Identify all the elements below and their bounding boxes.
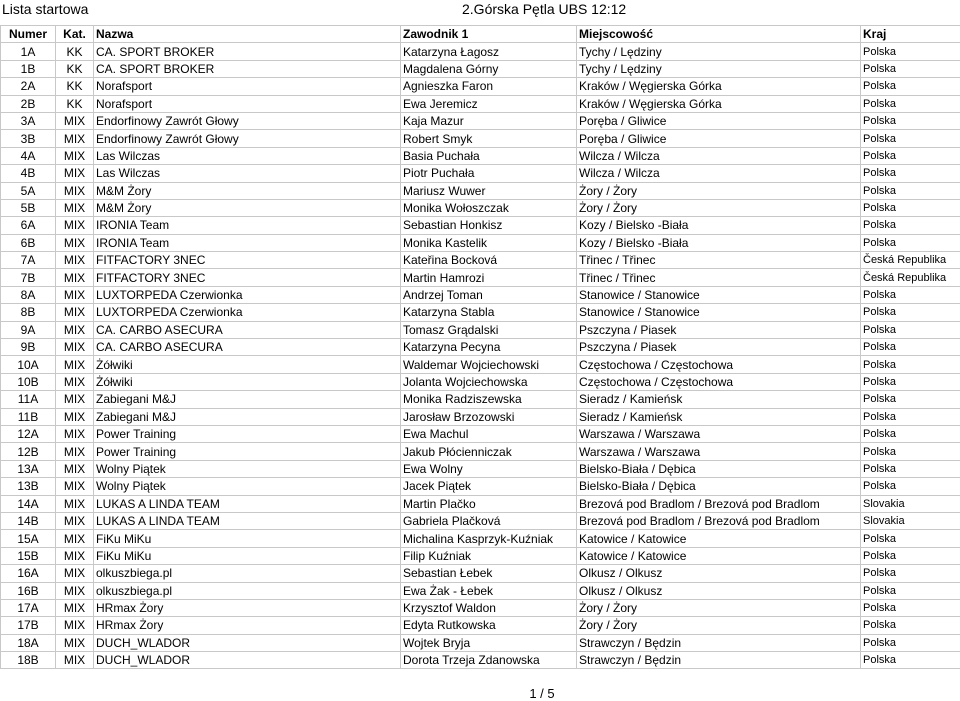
cell-location: Wilcza / Wilcza <box>577 147 861 164</box>
cell-category: MIX <box>56 373 94 390</box>
cell-country: Polska <box>861 43 960 60</box>
cell-location: Wilcza / Wilcza <box>577 165 861 182</box>
cell-team-name: M&M Żory <box>94 199 401 216</box>
cell-athlete: Robert Smyk <box>401 130 577 147</box>
cell-location: Pszczyna / Piasek <box>577 321 861 338</box>
cell-athlete: Andrzej Toman <box>401 286 577 303</box>
table-row <box>1 478 960 495</box>
cell-athlete: Edyta Rutkowska <box>401 617 577 634</box>
page-number: 1 / 5 <box>0 686 960 701</box>
cell-team-name: Żółwiki <box>94 356 401 373</box>
cell-location: Warszawa / Warszawa <box>577 443 861 460</box>
table-row <box>1 460 960 477</box>
cell-location: Kraków / Węgierska Górka <box>577 95 861 112</box>
cell-country: Polska <box>861 60 960 77</box>
cell-country: Polska <box>861 565 960 582</box>
cell-category: MIX <box>56 408 94 425</box>
cell-number: 1B <box>1 60 56 77</box>
column-header-team-name: Nazwa <box>94 26 401 43</box>
cell-number: 14B <box>1 512 56 529</box>
cell-location: Třinec / Třinec <box>577 252 861 269</box>
cell-location: Bielsko-Biała / Dębica <box>577 478 861 495</box>
cell-team-name: Power Training <box>94 425 401 442</box>
table-row <box>1 652 960 669</box>
cell-country: Slovakia <box>861 512 960 529</box>
table-row <box>1 391 960 408</box>
table-row <box>1 112 960 129</box>
table-row <box>1 373 960 390</box>
cell-number: 5B <box>1 199 56 216</box>
cell-category: MIX <box>56 443 94 460</box>
cell-location: Katowice / Katowice <box>577 547 861 564</box>
cell-athlete: Jakub Płócienniczak <box>401 443 577 460</box>
cell-team-name: Endorfinowy Zawrót Głowy <box>94 112 401 129</box>
table-row <box>1 78 960 95</box>
cell-number: 4B <box>1 165 56 182</box>
cell-country: Polska <box>861 304 960 321</box>
cell-category: MIX <box>56 652 94 669</box>
cell-team-name: IRONIA Team <box>94 234 401 251</box>
cell-country: Polska <box>861 478 960 495</box>
cell-category: MIX <box>56 495 94 512</box>
cell-team-name: DUCH_WLADOR <box>94 652 401 669</box>
cell-location: Częstochowa / Częstochowa <box>577 373 861 390</box>
cell-country: Polska <box>861 460 960 477</box>
cell-location: Żory / Żory <box>577 617 861 634</box>
cell-category: MIX <box>56 565 94 582</box>
cell-athlete: Ewa Machul <box>401 425 577 442</box>
cell-number: 13A <box>1 460 56 477</box>
cell-location: Katowice / Katowice <box>577 530 861 547</box>
cell-country: Polska <box>861 356 960 373</box>
cell-category: MIX <box>56 304 94 321</box>
cell-location: Kraków / Węgierska Górka <box>577 78 861 95</box>
cell-country: Polska <box>861 443 960 460</box>
cell-country: Polska <box>861 234 960 251</box>
cell-country: Polska <box>861 408 960 425</box>
cell-team-name: FiKu MiKu <box>94 547 401 564</box>
table-row <box>1 304 960 321</box>
cell-country: Polska <box>861 391 960 408</box>
table-row <box>1 217 960 234</box>
cell-number: 18B <box>1 652 56 669</box>
cell-team-name: LUKAS A LINDA TEAM <box>94 495 401 512</box>
cell-category: KK <box>56 60 94 77</box>
cell-team-name: DUCH_WLADOR <box>94 634 401 651</box>
cell-team-name: CA. SPORT BROKER <box>94 60 401 77</box>
cell-category: MIX <box>56 130 94 147</box>
cell-category: MIX <box>56 617 94 634</box>
cell-athlete: Ewa Jeremicz <box>401 95 577 112</box>
cell-location: Żory / Żory <box>577 199 861 216</box>
cell-country: Polska <box>861 547 960 564</box>
cell-athlete: Piotr Puchała <box>401 165 577 182</box>
cell-location: Stanowice / Stanowice <box>577 304 861 321</box>
table-row <box>1 634 960 651</box>
cell-team-name: Wolny Piątek <box>94 460 401 477</box>
table-row <box>1 43 960 60</box>
cell-country: Polska <box>861 617 960 634</box>
cell-team-name: FiKu MiKu <box>94 530 401 547</box>
cell-number: 8A <box>1 286 56 303</box>
cell-number: 17B <box>1 617 56 634</box>
cell-location: Brezová pod Bradlom / Brezová pod Bradlom <box>577 495 861 512</box>
cell-location: Żory / Żory <box>577 599 861 616</box>
cell-category: MIX <box>56 391 94 408</box>
cell-category: KK <box>56 43 94 60</box>
cell-team-name: olkuszbiega.pl <box>94 582 401 599</box>
cell-number: 12B <box>1 443 56 460</box>
cell-athlete: Monika Wołoszczak <box>401 199 577 216</box>
cell-athlete: Gabriela Plačková <box>401 512 577 529</box>
cell-location: Sieradz / Kamieńsk <box>577 408 861 425</box>
cell-category: MIX <box>56 182 94 199</box>
cell-country: Polska <box>861 130 960 147</box>
cell-category: MIX <box>56 460 94 477</box>
page-header <box>0 0 960 22</box>
cell-team-name: Las Wilczas <box>94 165 401 182</box>
cell-number: 11B <box>1 408 56 425</box>
cell-athlete: Basia Puchała <box>401 147 577 164</box>
cell-number: 2A <box>1 78 56 95</box>
cell-athlete: Filip Kuźniak <box>401 547 577 564</box>
cell-athlete: Jolanta Wojciechowska <box>401 373 577 390</box>
table-row <box>1 269 960 286</box>
cell-category: MIX <box>56 356 94 373</box>
table-row <box>1 547 960 564</box>
cell-category: MIX <box>56 252 94 269</box>
column-header-category: Kat. <box>56 26 94 43</box>
table-row <box>1 130 960 147</box>
cell-athlete: Ewa Żak - Łebek <box>401 582 577 599</box>
cell-country: Polska <box>861 217 960 234</box>
cell-team-name: Wolny Piątek <box>94 478 401 495</box>
cell-category: MIX <box>56 478 94 495</box>
cell-number: 16A <box>1 565 56 582</box>
cell-athlete: Jacek Piątek <box>401 478 577 495</box>
cell-athlete: Waldemar Wojciechowski <box>401 356 577 373</box>
cell-category: MIX <box>56 634 94 651</box>
start-list-table <box>0 25 960 669</box>
table-row <box>1 234 960 251</box>
cell-athlete: Sebastian Honkisz <box>401 217 577 234</box>
list-title: Lista startowa <box>2 1 88 17</box>
cell-athlete: Monika Kastelik <box>401 234 577 251</box>
cell-location: Kozy / Bielsko -Biała <box>577 217 861 234</box>
cell-team-name: Endorfinowy Zawrót Głowy <box>94 130 401 147</box>
table-row <box>1 617 960 634</box>
cell-number: 7A <box>1 252 56 269</box>
cell-country: Polska <box>861 165 960 182</box>
cell-location: Strawczyn / Będzin <box>577 652 861 669</box>
cell-location: Pszczyna / Piasek <box>577 339 861 356</box>
table-row <box>1 495 960 512</box>
cell-location: Kozy / Bielsko -Biała <box>577 234 861 251</box>
cell-number: 1A <box>1 43 56 60</box>
cell-country: Česká Republika <box>861 269 960 286</box>
cell-country: Polska <box>861 78 960 95</box>
cell-location: Poręba / Gliwice <box>577 112 861 129</box>
cell-country: Polska <box>861 582 960 599</box>
cell-location: Brezová pod Bradlom / Brezová pod Bradlom <box>577 512 861 529</box>
cell-team-name: Norafsport <box>94 78 401 95</box>
table-row <box>1 530 960 547</box>
table-row <box>1 199 960 216</box>
table-row <box>1 182 960 199</box>
cell-athlete: Kaja Mazur <box>401 112 577 129</box>
cell-location: Strawczyn / Będzin <box>577 634 861 651</box>
cell-country: Polska <box>861 652 960 669</box>
cell-location: Żory / Żory <box>577 182 861 199</box>
cell-location: Stanowice / Stanowice <box>577 286 861 303</box>
cell-team-name: Norafsport <box>94 95 401 112</box>
table-row <box>1 339 960 356</box>
cell-category: MIX <box>56 147 94 164</box>
cell-team-name: HRmax Żory <box>94 617 401 634</box>
cell-team-name: Power Training <box>94 443 401 460</box>
table-header-row <box>1 26 960 43</box>
cell-category: MIX <box>56 339 94 356</box>
table-row <box>1 165 960 182</box>
cell-number: 10B <box>1 373 56 390</box>
cell-number: 3B <box>1 130 56 147</box>
cell-category: MIX <box>56 512 94 529</box>
cell-number: 15B <box>1 547 56 564</box>
cell-country: Polska <box>861 634 960 651</box>
cell-location: Sieradz / Kamieńsk <box>577 391 861 408</box>
cell-number: 5A <box>1 182 56 199</box>
cell-athlete: Katarzyna Stabla <box>401 304 577 321</box>
cell-category: MIX <box>56 234 94 251</box>
cell-number: 6B <box>1 234 56 251</box>
cell-team-name: FITFACTORY 3NEC <box>94 252 401 269</box>
cell-team-name: LUXTORPEDA Czerwionka <box>94 286 401 303</box>
table-row <box>1 408 960 425</box>
cell-athlete: Mariusz Wuwer <box>401 182 577 199</box>
table-row <box>1 565 960 582</box>
cell-country: Polska <box>861 425 960 442</box>
cell-country: Polska <box>861 530 960 547</box>
cell-team-name: Żółwiki <box>94 373 401 390</box>
cell-category: MIX <box>56 217 94 234</box>
table-row <box>1 95 960 112</box>
cell-athlete: Wojtek Bryja <box>401 634 577 651</box>
cell-country: Polska <box>861 95 960 112</box>
cell-team-name: CA. CARBO ASECURA <box>94 339 401 356</box>
cell-number: 18A <box>1 634 56 651</box>
cell-number: 8B <box>1 304 56 321</box>
cell-country: Polska <box>861 182 960 199</box>
cell-athlete: Agnieszka Faron <box>401 78 577 95</box>
cell-number: 3A <box>1 112 56 129</box>
table-row <box>1 321 960 338</box>
cell-number: 10A <box>1 356 56 373</box>
cell-team-name: Zabiegani M&J <box>94 391 401 408</box>
cell-team-name: M&M Żory <box>94 182 401 199</box>
cell-location: Poręba / Gliwice <box>577 130 861 147</box>
cell-country: Slovakia <box>861 495 960 512</box>
cell-number: 7B <box>1 269 56 286</box>
cell-athlete: Monika Radziszewska <box>401 391 577 408</box>
table-row <box>1 286 960 303</box>
cell-location: Olkusz / Olkusz <box>577 565 861 582</box>
cell-country: Polska <box>861 599 960 616</box>
cell-athlete: Magdalena Górny <box>401 60 577 77</box>
cell-location: Bielsko-Biała / Dębica <box>577 460 861 477</box>
cell-number: 13B <box>1 478 56 495</box>
cell-number: 4A <box>1 147 56 164</box>
cell-athlete: Tomasz Grądalski <box>401 321 577 338</box>
table-row <box>1 147 960 164</box>
cell-number: 14A <box>1 495 56 512</box>
cell-category: MIX <box>56 547 94 564</box>
cell-category: MIX <box>56 599 94 616</box>
cell-number: 2B <box>1 95 56 112</box>
cell-location: Tychy / Lędziny <box>577 60 861 77</box>
cell-category: MIX <box>56 425 94 442</box>
table-row <box>1 425 960 442</box>
cell-athlete: Sebastian Łebek <box>401 565 577 582</box>
cell-location: Częstochowa / Częstochowa <box>577 356 861 373</box>
cell-country: Polska <box>861 199 960 216</box>
table-row <box>1 252 960 269</box>
cell-number: 17A <box>1 599 56 616</box>
cell-category: MIX <box>56 269 94 286</box>
cell-category: KK <box>56 95 94 112</box>
event-title: 2.Górska Pętla UBS 12:12 <box>462 1 626 17</box>
cell-location: Olkusz / Olkusz <box>577 582 861 599</box>
cell-number: 9A <box>1 321 56 338</box>
cell-number: 16B <box>1 582 56 599</box>
cell-location: Warszawa / Warszawa <box>577 425 861 442</box>
column-header-athlete: Zawodnik 1 <box>401 26 577 43</box>
cell-country: Polska <box>861 112 960 129</box>
table-body <box>1 43 960 669</box>
cell-category: MIX <box>56 112 94 129</box>
cell-athlete: Katarzyna Łagosz <box>401 43 577 60</box>
cell-country: Polska <box>861 147 960 164</box>
cell-athlete: Martin Plačko <box>401 495 577 512</box>
column-header-country: Kraj <box>861 26 960 43</box>
cell-country: Polska <box>861 339 960 356</box>
cell-athlete: Ewa Wolny <box>401 460 577 477</box>
cell-country: Polska <box>861 373 960 390</box>
cell-number: 6A <box>1 217 56 234</box>
cell-team-name: LUKAS A LINDA TEAM <box>94 512 401 529</box>
table-row <box>1 512 960 529</box>
cell-team-name: FITFACTORY 3NEC <box>94 269 401 286</box>
cell-location: Tychy / Lędziny <box>577 43 861 60</box>
cell-team-name: CA. SPORT BROKER <box>94 43 401 60</box>
cell-number: 15A <box>1 530 56 547</box>
cell-country: Polska <box>861 286 960 303</box>
cell-category: MIX <box>56 199 94 216</box>
cell-team-name: CA. CARBO ASECURA <box>94 321 401 338</box>
cell-team-name: Zabiegani M&J <box>94 408 401 425</box>
cell-athlete: Krzysztof Waldon <box>401 599 577 616</box>
table-row <box>1 356 960 373</box>
cell-team-name: Las Wilczas <box>94 147 401 164</box>
cell-athlete: Katarzyna Pecyna <box>401 339 577 356</box>
cell-team-name: LUXTORPEDA Czerwionka <box>94 304 401 321</box>
table-row <box>1 582 960 599</box>
cell-country: Polska <box>861 321 960 338</box>
cell-athlete: Michalina Kasprzyk-Kuźniak <box>401 530 577 547</box>
cell-team-name: olkuszbiega.pl <box>94 565 401 582</box>
cell-number: 11A <box>1 391 56 408</box>
cell-category: MIX <box>56 530 94 547</box>
cell-team-name: IRONIA Team <box>94 217 401 234</box>
table-row <box>1 443 960 460</box>
cell-team-name: HRmax Żory <box>94 599 401 616</box>
cell-athlete: Jarosław Brzozowski <box>401 408 577 425</box>
cell-category: MIX <box>56 321 94 338</box>
cell-athlete: Dorota Trzeja Zdanowska <box>401 652 577 669</box>
cell-number: 9B <box>1 339 56 356</box>
cell-athlete: Kateřina Bocková <box>401 252 577 269</box>
cell-country: Česká Republika <box>861 252 960 269</box>
cell-location: Třinec / Třinec <box>577 269 861 286</box>
cell-category: MIX <box>56 286 94 303</box>
cell-athlete: Martin Hamrozi <box>401 269 577 286</box>
cell-category: KK <box>56 78 94 95</box>
cell-category: MIX <box>56 582 94 599</box>
cell-category: MIX <box>56 165 94 182</box>
cell-number: 12A <box>1 425 56 442</box>
table-row <box>1 599 960 616</box>
column-header-number: Numer <box>1 26 56 43</box>
column-header-location: Miejscowość <box>577 26 861 43</box>
table-row <box>1 60 960 77</box>
